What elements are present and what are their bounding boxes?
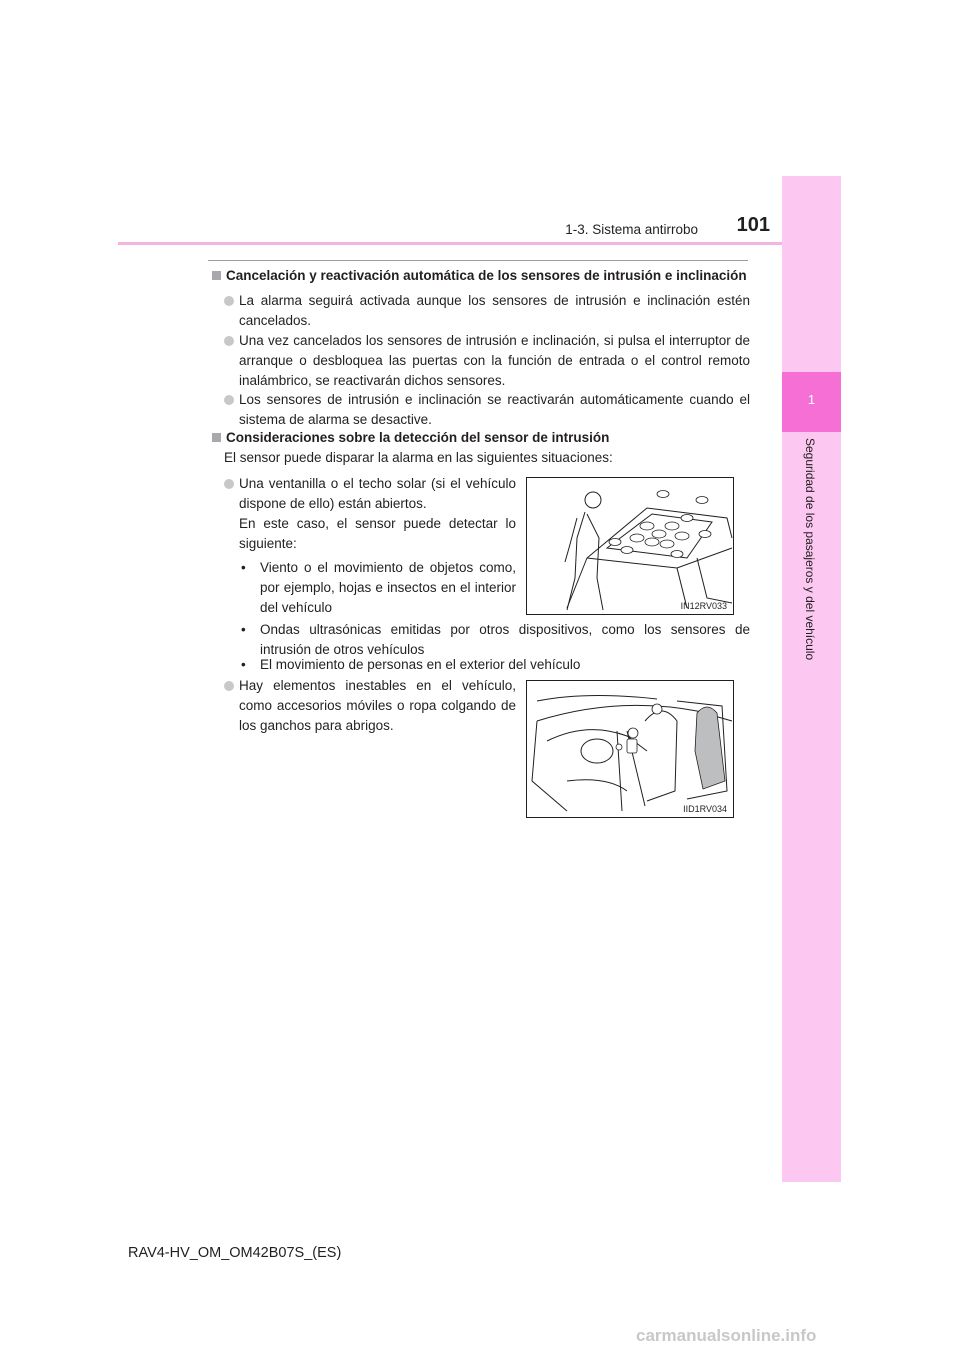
chapter-side-tab: [782, 176, 841, 1182]
bullet-item-loose-items: Hay elementos inestables en el vehículo, como accesorios móviles o ropa colgando de los ganchos para abrigos.: [224, 676, 516, 736]
chapter-title: Seguridad de los pasajeros y del vehículo: [803, 438, 817, 661]
top-rule: [208, 260, 748, 261]
bullet-item-window-open: Una ventanilla o el techo solar (si el vehículo dispone de ello) están abiertos. En este caso, el sensor puede detectar lo siguiente: • Viento o el movimiento de objetos como, por ejemplo, hojas e insectos en el interior del vehículo: [224, 474, 516, 618]
watermark: carmanualsonline.info: [636, 1326, 817, 1345]
figure-code: IN12RV033: [680, 601, 727, 611]
chapter-title-vertical: [803, 438, 819, 678]
figure-car-interior: [526, 680, 734, 818]
header-divider: [118, 242, 782, 245]
bullet-item: Una vez cancelados los sensores de intrusión e inclinación, si pulsa el interruptor de arranque o desbloquea las puertas con la función de entrada o el control remoto inalámbrico, se reactivarán dichos sensores.: [224, 331, 750, 391]
sub-item: • Viento o el movimiento de objetos como, por ejemplo, hojas e insectos en el interior del vehículo: [241, 560, 516, 615]
figure-code: IID1RV034: [683, 804, 727, 814]
chapter-number: 1: [807, 392, 816, 407]
bullet-dot-icon: [224, 296, 234, 306]
square-bullet-icon: [212, 433, 221, 442]
section-title: 1-3. Sistema antirrobo: [565, 222, 698, 237]
bullet-dot-icon: [224, 395, 234, 405]
page-number: 101: [736, 214, 770, 236]
sub-item: • Ondas ultrasónicas emitidas por otros dispositivos, como los sensores de intrusión de otros vehículos: [241, 622, 750, 657]
square-bullet-icon: [212, 271, 221, 280]
bullet-dot-icon: [224, 479, 234, 489]
subheading-cancellation: Cancelación y reactivación automática de los sensores de intrusión e inclinación: [212, 268, 752, 283]
intro-text: El sensor puede disparar la alarma en las siguientes situaciones:: [224, 450, 613, 465]
bullet-item: La alarma seguirá activada aunque los sensores de intrusión e inclinación estén cancelados.: [224, 291, 750, 331]
figure-car-sunroof: [526, 477, 734, 615]
bullet-item: Los sensores de intrusión e inclinación se reactivarán automáticamente cuando el sistema de alarma se desactive.: [224, 390, 750, 430]
subheading-intrusion-sensor: Consideraciones sobre la detección del sensor de intrusión: [212, 430, 752, 445]
car-sunroof-illustration: [527, 478, 733, 614]
car-interior-illustration: [527, 681, 733, 817]
sub-item: • El movimiento de personas en el exterior del vehículo: [241, 657, 581, 672]
model-code: RAV4-HV_OM_OM42B07S_(ES): [128, 1245, 342, 1261]
bullet-dot-icon: [224, 681, 234, 691]
bullet-dot-icon: [224, 336, 234, 346]
